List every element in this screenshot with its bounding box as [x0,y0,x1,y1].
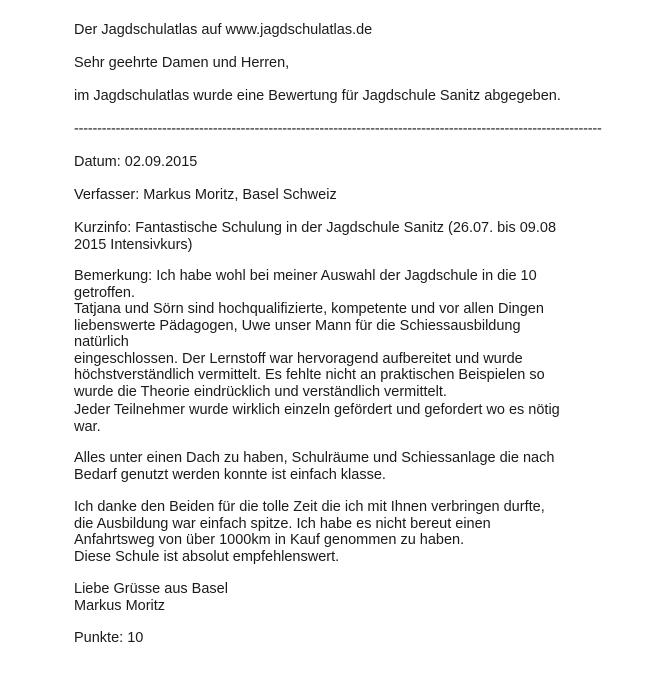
thanks-paragraph: Ich danke den Beiden für die tolle Zeit die ich mit Ihnen verbringen durfte, die Ausbildung war einfach spitze. Ich habe es nicht bereut einen Anfahrtsweg von über 1000km in Kauf genommen zu haben. Diese Schule ist absolut empfehlenswert. [74,499,545,565]
summary-line: Kurzinfo: Fantastische Schulung in der Jagdschule Sanitz (26.07. bis 09.08 2015 Intensivkurs) [74,220,557,253]
author-line: Verfasser: Markus Moritz, Basel Schweiz [74,187,337,203]
date-line: Datum: 02.09.2015 [74,154,198,170]
remark-paragraph: Bemerkung: Ich habe wohl bei meiner Auswahl der Jagdschule in die 10 getroffen. Tatjana und Sörn sind hochqualifizierte, kompetente und vor allen Dingen liebenswerte Pädagogen, Uwe unser Mann für die Schiessausbildung natürlich eingeschlossen. Der Lernstoff war hervoragend aufbereitet und wurde höchstverständlich vermittelt. Es fehlte nicht an praktischen Beispielen so wurde die Theorie eindrücklich und verständlich vermittelt. [74,268,545,400]
points-line: Punkte: 10 [74,630,144,646]
closing-signature: Liebe Grüsse aus Basel Markus Moritz [74,581,228,614]
intro-line: im Jagdschulatlas wurde eine Bewertung für Jagdschule Sanitz abgegeben. [74,88,561,104]
separator-line: ------------------------------------------------------------------------------------------------------------------ [74,121,602,137]
facilities-paragraph: Alles unter einen Dach zu haben, Schulräume und Schiessanlage die nach Bedarf genutzt werden konnte ist einfach klasse. [74,450,555,483]
header-line: Der Jagdschulatlas auf www.jagdschulatlas.de [74,22,373,38]
participants-paragraph: Jeder Teilnehmer wurde wirklich einzeln gefördert und gefordert wo es nötig war. [74,402,560,435]
greeting: Sehr geehrte Damen und Herren, [74,55,290,71]
